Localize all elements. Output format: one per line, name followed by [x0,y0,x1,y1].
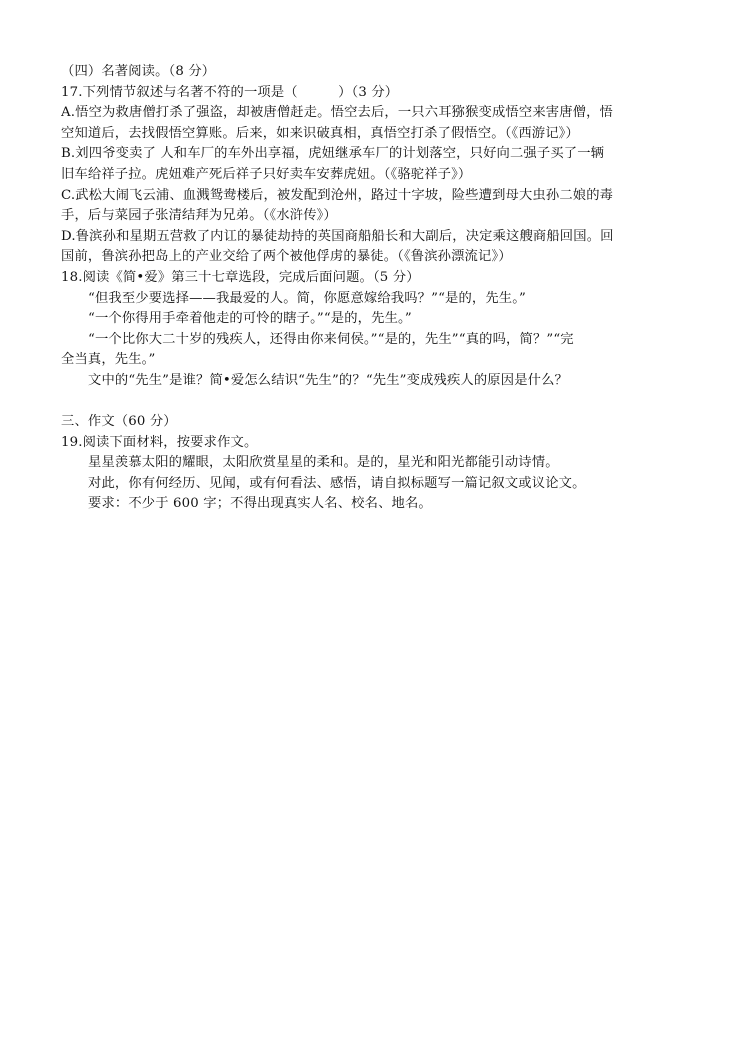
excerpt-line-4: 全当真，先生。” [61,352,156,368]
excerpt-line-1: “但我至少要选择——我最爱的人。简，你愿意嫁给我吗？”“是的，先生。” [88,290,526,306]
option-c-line-1: C.武松大闹飞云浦、血溅鸳鸯楼后，被发配到沧州，路过十字坡，险些遭到母大虫孙二娘的毒 [61,187,614,203]
section-four-heading: （四）名著阅读。（8 分） [61,64,216,79]
excerpt-line-3: “一个比你大二十岁的残疾人，还得由你来伺侯。”“是的，先生”“真的吗，简？”“完 [88,331,574,347]
option-d-line-2: 国前，鲁滨孙把岛上的产业交给了两个被他俘虏的暴徒。（《鲁滨孙漂流记》） [61,249,512,265]
question-19-stem: 19.阅读下面材料，按要求作文。 [61,434,258,450]
exam-page [61,62,693,515]
section-three-heading: 三、作文（60 分） [61,414,177,430]
option-a-line-1: A.悟空为救唐僧打杀了强盗，却被唐僧赶走。悟空去后，一只六耳猕猴变成悟空来害唐僧，悟 [61,105,614,121]
option-a-line-2: 空知道后，去找假悟空算账。后来，如来识破真相，真悟空打杀了假悟空。（《西游记》） [61,125,579,141]
blank-spacer [61,392,693,413]
essay-material: 星星羡慕太阳的耀眼，太阳欣赏星星的柔和。是的，星光和阳光都能引动诗情。 [88,455,559,471]
option-d-line-1: D.鲁滨孙和星期五营救了内讧的暴徒劫持的英国商船船长和大副后，决定乘这艘商船回国。回 [61,228,614,244]
essay-requirement: 要求：不少于 600 字；不得出现真实人名、校名、地名。 [88,496,432,512]
question-18-stem: 18.阅读《简•爱》第三十七章选段，完成后面问题。（5 分） [61,269,420,285]
question-18-prompt: 文中的“先生”是谁？简•爱怎么结识“先生”的？“先生”变成残疾人的原因是什么？ [88,372,568,388]
excerpt-line-2: “一个你得用手牵着他走的可怜的瞎子。”“是的，先生。” [88,311,412,327]
option-b-line-1: B.刘四爷变卖了 人和车厂的车外出享福，虎妞继承车厂的计划落空，只好向二强子买了一辆 [61,146,605,162]
option-b-line-2: 旧车给祥子拉。虎妞难产死后祥子只好卖车安葬虎妞。（《骆驼祥子》） [61,166,472,182]
essay-prompt: 对此，你有何经历、见闻，或有何看法、感悟，请自拟标题写一篇记叙文或议论文。 [88,475,586,491]
question-17-stem: 17.下列情节叙述与名著不符的一项是（ ）（3 分） [61,84,399,100]
option-c-line-2: 手，后与菜园子张清结拜为兄弟。（《水浒传》） [61,208,337,224]
